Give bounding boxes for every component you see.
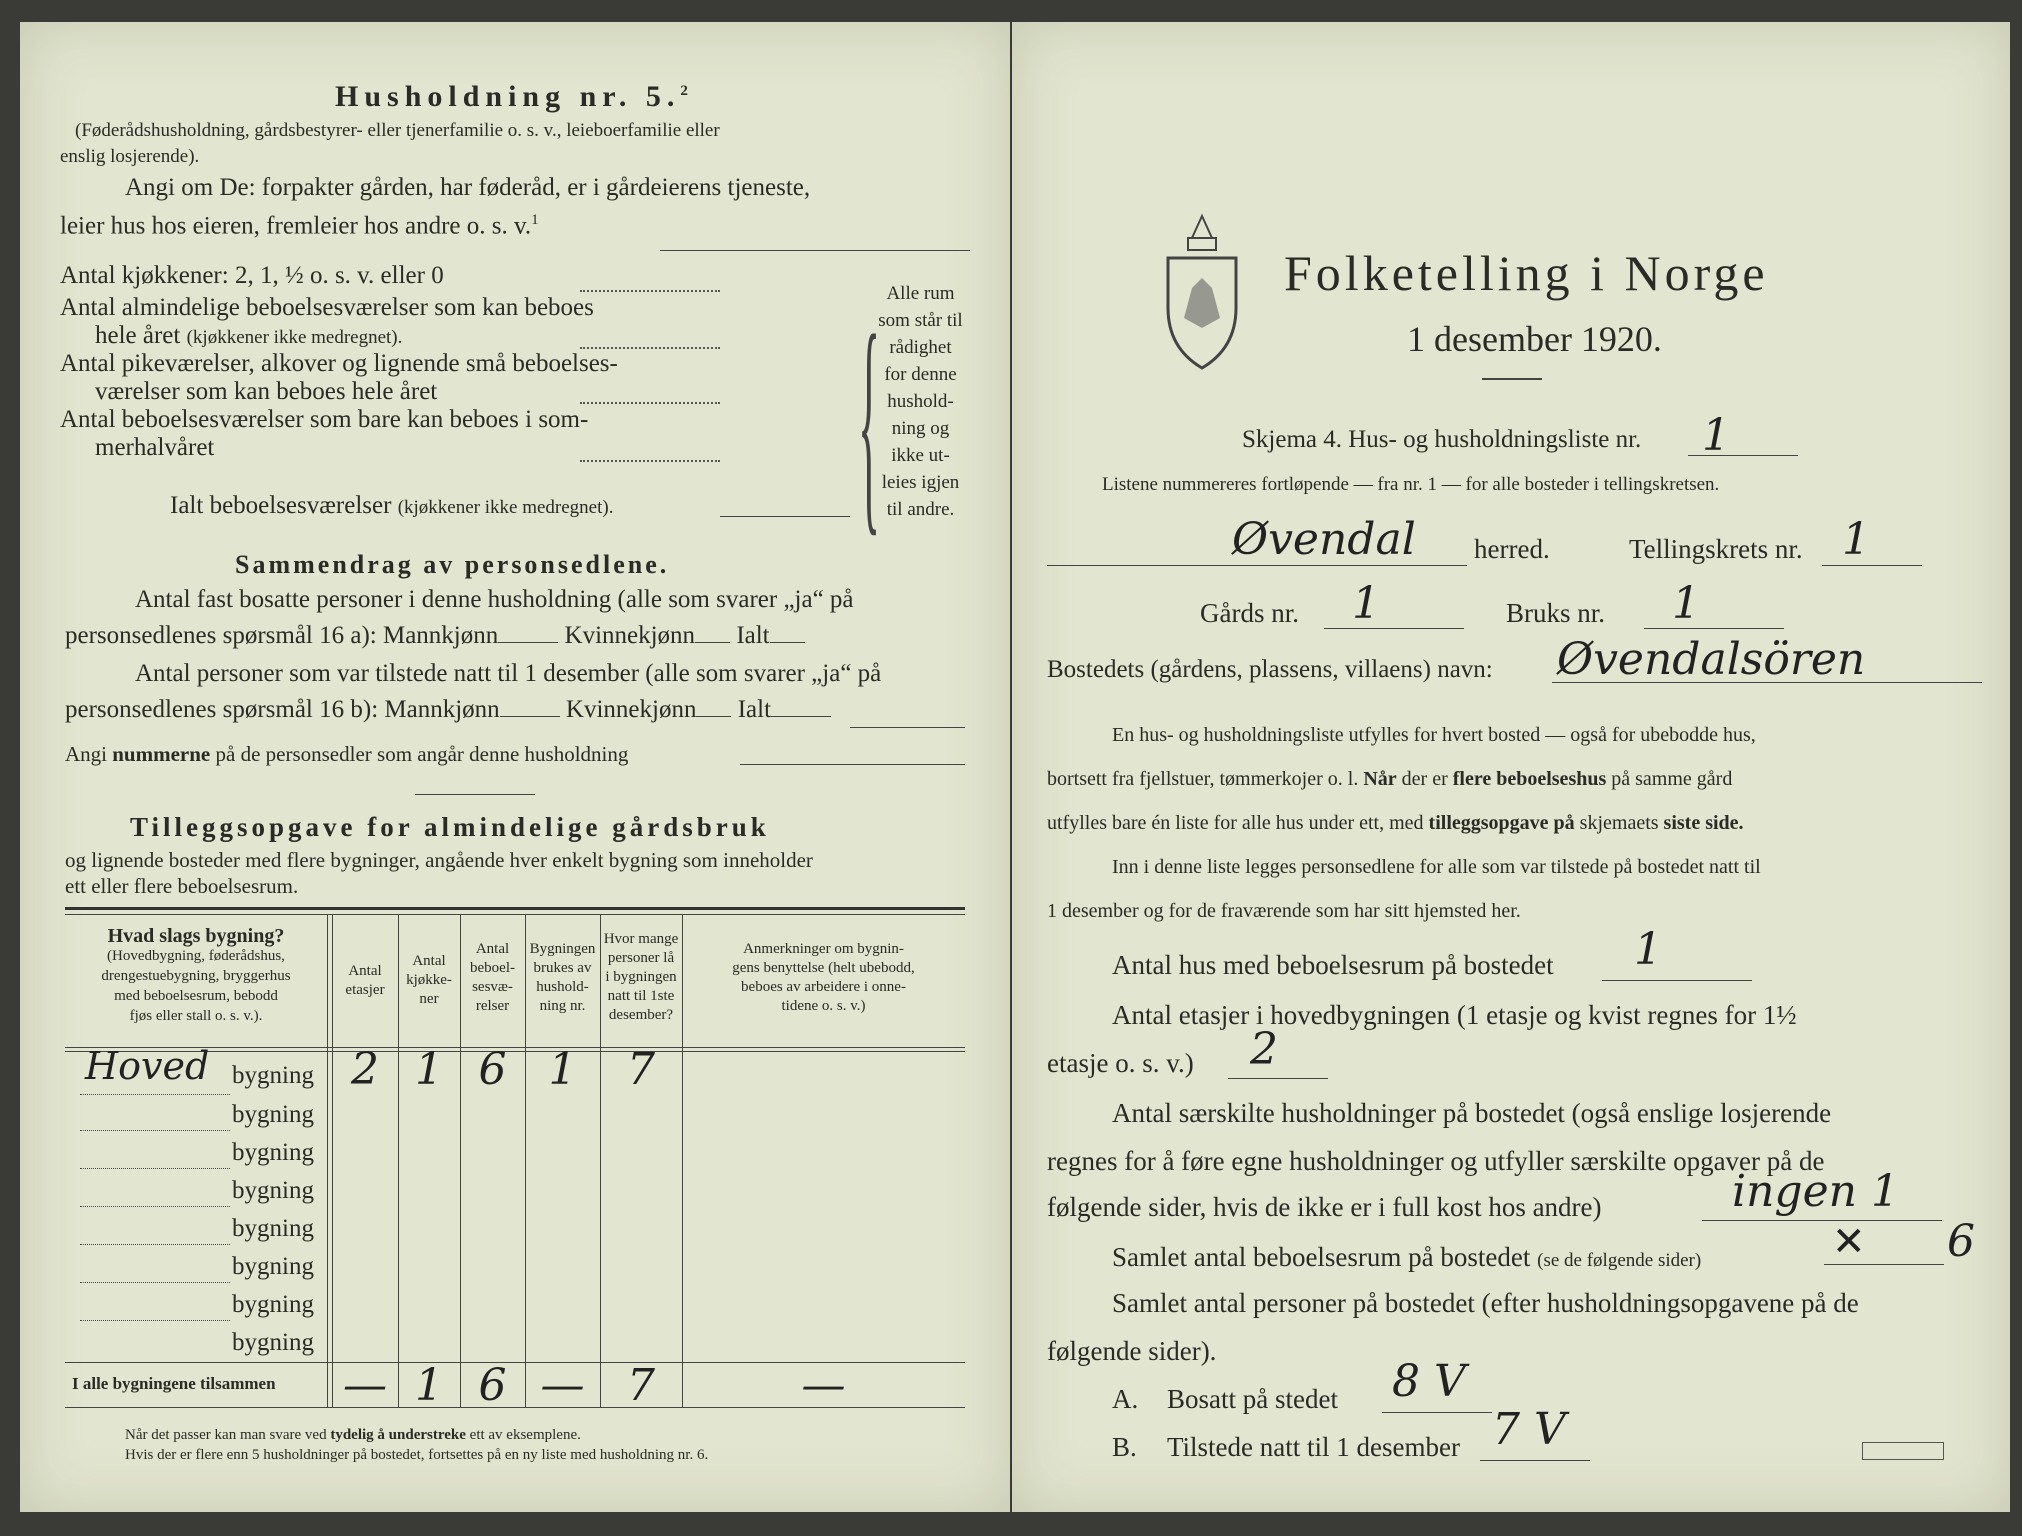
total-husholdning: — <box>540 1360 585 1411</box>
etasjer-value: 2 <box>1250 1024 1278 1075</box>
gards-value: 1 <box>1352 578 1380 629</box>
angi-text-1: Angi om De: forpakter gården, har føderåd, er i gårdeierens tjeneste, <box>125 174 811 201</box>
listene-note: Listene nummereres fortløpende — fra nr. 1 — for alle bosteder i tellingskretsen. <box>1102 474 1720 495</box>
col-header-kjokkener: Antal kjøkke- ner <box>406 953 452 1007</box>
row-bygning: bygning <box>232 1215 314 1242</box>
info-1a: En hus- og husholdningsliste utfylles for hvert bosted — også for ubebodde hus, <box>1112 724 1756 746</box>
q-sommer: Antal beboelsesværelser som bare kan beboes i som- <box>60 406 589 433</box>
row-bygning: bygning <box>232 1139 314 1166</box>
herred-value: Øvendal <box>1232 514 1416 565</box>
summary-2a: Antal personer som var tilstede natt til 1 desember (alle som svarer „ja“ på <box>135 660 882 687</box>
summary-title: Sammendrag av personsedlene. <box>235 550 670 579</box>
saersk-value: ingen 1 <box>1732 1166 1899 1217</box>
herred-label: herred. <box>1474 534 1550 564</box>
q-pikevaerelser-2: værelser som kan beboes hele året <box>95 378 438 405</box>
total-personer: 7 <box>627 1360 655 1411</box>
tilstede-letter: B. <box>1112 1432 1137 1462</box>
samlet-rum-value: 6 <box>1947 1216 1975 1267</box>
tilstede-value: 7 V <box>1492 1404 1566 1455</box>
bosted-value: Øvendalsören <box>1557 634 1866 685</box>
etasjer-label-a: Antal etasjer i hovedbygningen (1 etasje og kvist regnes for 1½ <box>1112 1000 1797 1030</box>
hus-value: 1 <box>1634 924 1662 975</box>
row-bygning: bygning <box>232 1253 314 1280</box>
summary-1a: Antal fast bosatte personer i denne husholdning (alle som svarer „ja“ på <box>135 586 854 613</box>
col-header-vaerelser: Antal beboel- sesvæ- relser <box>470 941 515 1014</box>
total-vaerelser: 6 <box>478 1360 507 1411</box>
summary-1b: personsedlenes spørsmål 16 a): Mannkjønn Kvinnekjønn Ialt <box>65 622 805 650</box>
total-anmerkninger: — <box>801 1360 846 1411</box>
bosatt-value: 8 V <box>1392 1356 1466 1407</box>
footnote-2: Hvis der er flere enn 5 husholdninger på bostedet, fortsettes på en ny liste med husholdning nr. 6. <box>125 1447 709 1463</box>
tillegg-2: ett eller flere beboelsesrum. <box>65 874 299 898</box>
total-label: I alle bygningene tilsammen <box>72 1374 276 1393</box>
q-almindelige: Antal almindelige beboelsesværelser som kan beboes <box>60 294 594 321</box>
left-page <box>20 22 1010 1512</box>
info-1c: utfylles bare én liste for alle hus under ett, med tilleggsopgave på skjemaets siste side. <box>1047 812 1744 834</box>
footnote-1: Når det passer kan man svare ved tydelig å understreke ett av eksemplene. <box>125 1427 581 1443</box>
row-bygning: bygning <box>232 1291 314 1318</box>
row1-vaerelser: 6 <box>478 1044 507 1095</box>
side-note: Alle rum som står til rådighet for denne hushold- ning og ikke ut- leies igjen til andre. <box>878 283 963 520</box>
q-almindelige-2: hele året (kjøkkener ikke medregnet). <box>95 322 403 349</box>
row1-husholdning: 1 <box>548 1044 577 1095</box>
household-title: Husholdning nr. 5.$^2$ <box>335 80 694 113</box>
printer-stamp <box>1862 1442 1944 1460</box>
row-bygning: bygning <box>232 1062 314 1089</box>
info-2a: Inn i denne liste legges personsedlene for alle som var tilstede på bostedet natt til <box>1112 856 1761 878</box>
bruks-value: 1 <box>1672 578 1700 629</box>
bosatt-letter: A. <box>1112 1384 1139 1414</box>
row1-personer: 7 <box>627 1044 655 1095</box>
right-page <box>1012 22 2010 1512</box>
col-header-personer: Hvor mange personer lå i bygningen natt til 1ste desember? <box>603 931 679 1023</box>
row-bygning: bygning <box>232 1329 314 1356</box>
col-header-type: Hvad slags bygning? (Hovedbygning, føderådshus, drengestuebygning, bryggerhus med beboelsesrum, bebodd fjøs eller stall o. s. v.). <box>101 925 291 1024</box>
saersk-label-a: Antal særskilte husholdninger på bostedet (også enslige losjerende <box>1112 1098 1832 1128</box>
skjema-line: Skjema 4. Hus- og husholdningsliste nr. <box>1242 426 1642 453</box>
saersk-label-b: regnes for å føre egne husholdninger og utfyller særskilte opgaver på de <box>1047 1146 1825 1176</box>
q-sommer-2: merhalvåret <box>95 434 215 461</box>
tilstede-label: Tilstede natt til 1 desember <box>1167 1432 1460 1462</box>
samlet-pers-label-b: følgende sider). <box>1047 1336 1217 1366</box>
summary-2b: personsedlenes spørsmål 16 b): Mannkjønn Kvinnekjønn Ialt <box>65 696 831 724</box>
info-2b: 1 desember og for de fraværende som har sitt hjemsted her. <box>1047 900 1521 922</box>
coat-of-arms-icon <box>1162 208 1242 378</box>
tellingskrets-value: 1 <box>1842 514 1870 565</box>
row-bygning: bygning <box>232 1101 314 1128</box>
row1-etasjer: 2 <box>351 1044 379 1095</box>
col-header-husholdning: Bygningen brukes av hushold- ning nr. <box>529 941 596 1014</box>
angi-nummerne: Angi nummerne på de personsedler som angår denne husholdning <box>65 742 629 766</box>
row1-kjokken: 1 <box>415 1044 443 1095</box>
bosted-label: Bostedets (gårdens, plassens, villaens) navn: <box>1047 656 1493 683</box>
ialt-vaerelser: Ialt beboelsesværelser (kjøkkener ikke medregnet). <box>170 492 614 519</box>
household-subtitle: (Føderådshusholdning, gårdsbestyrer- eller tjenerfamilie o. s. v., leieboerfamilie eller <box>75 120 720 141</box>
tellingskrets-label: Tellingskrets nr. <box>1629 534 1803 564</box>
etasjer-label-b: etasje o. s. v.) <box>1047 1048 1194 1078</box>
saersk-label-c: følgende sider, hvis de ikke er i full kost hos andre) <box>1047 1192 1602 1222</box>
main-title: Folketelling i Norge <box>1284 245 1769 301</box>
household-subtitle-2: enslig losjerende). <box>60 146 200 167</box>
q-pikevaerelser: Antal pikeværelser, alkover og lignende små beboelses- <box>60 350 618 377</box>
col-header-anmerkninger: Anmerkninger om bygnin- gens benyttelse (helt ubebodd, beboes av arbeidere i onne- tidene o. s. v.) <box>732 941 915 1014</box>
census-date: 1 desember 1920. <box>1407 319 1662 359</box>
tillegg-title: Tilleggsopgave for almindelige gårdsbruk <box>130 812 770 842</box>
bruks-label: Bruks nr. <box>1506 598 1606 628</box>
angi-text-2: leier hus hos eieren, fremleier hos andre o. s. v.$^1$ <box>60 212 539 240</box>
col-header-etasjer: Antal etasjer <box>345 963 385 998</box>
tillegg-1: og lignende bosteder med flere bygninger, angående hver enkelt bygning som inneholder <box>65 848 813 872</box>
samlet-rum-label: Samlet antal beboelsesrum på bostedet (se de følgende sider) <box>1112 1242 1702 1272</box>
samlet-pers-label-a: Samlet antal personer på bostedet (efter husholdningsopgavene på de <box>1112 1288 1859 1318</box>
bosatt-label: Bosatt på stedet <box>1167 1384 1338 1414</box>
total-etasjer: — <box>343 1360 387 1411</box>
skjema-nr: 1 <box>1702 410 1730 461</box>
row-bygning: bygning <box>232 1177 314 1204</box>
hus-label: Antal hus med beboelsesrum på bostedet <box>1112 950 1554 980</box>
cross-mark-icon: ✕ <box>1832 1219 1866 1264</box>
brace-icon: { <box>858 285 881 556</box>
row1-type: Hoved <box>85 1044 210 1088</box>
gards-label: Gårds nr. <box>1200 598 1299 628</box>
q-kjokkener: Antal kjøkkener: 2, 1, ½ o. s. v. eller 0 <box>60 262 444 289</box>
info-1b: bortsett fra fjellstuer, tømmerkojer o. l. Når der er flere beboelseshus på samme gård <box>1047 768 1733 790</box>
total-kjokken: 1 <box>415 1360 443 1411</box>
